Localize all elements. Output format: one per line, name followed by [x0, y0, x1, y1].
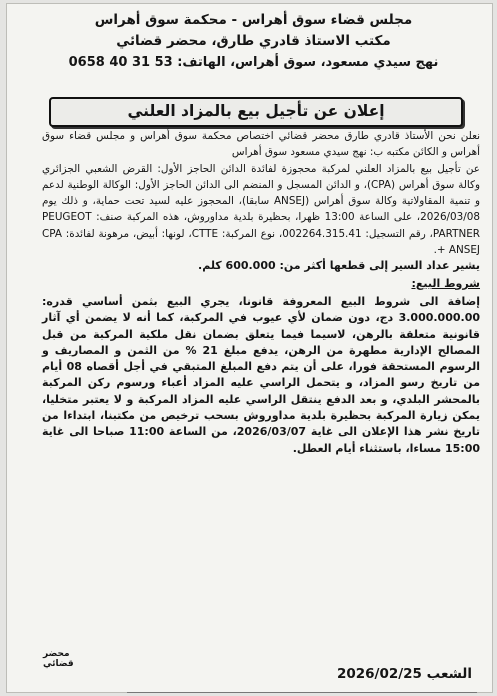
intro-paragraph: نعلن نحن الأستاذ قادري طارق محضر قضائي اختصاص محكمة سوق أهراس و مجلس قضاء سوق أهراس و الكائن مكتبه ب: نهج سيدي مسعود سوق أهراس — [42, 130, 480, 159]
court-line: مجلس قضاء سوق أهراس - محكمة سوق أهراس — [94, 12, 413, 28]
sale-paragraph: عن تأجيل بيع بالمزاد العلني لمركبة محجوزة لفائدة الدائن الحاجز الأول: القرض الشعبي الجزائري وكالة سوق أهراس (CPA)، و الدائن المسجل و المنضم الى الدائن الحاجز الأول: الوكالة الوطنية لدعم و تنمية المقاولاتية وكالة سوق أهراس (ANSEJ سابقا)، المحجوز عليه لسيد تحت حماية، و ذلك يوم 2026/03/08، على الساعة 13:00 ظهرا، بحظيرة بلدية مداوروش، هذه المركبة صنف: PEUGEOT PARTNER، رقم التسجيل: 002264.315.41، نوع المركبة: CTTE، لونها: أبيض، مرهونة لفائدة: CPA + ANSEJ. — [42, 162, 481, 257]
header — [27, 10, 480, 73]
conditions-paragraph: إضافة الى شروط البيع المعروفة قانونا، يجري البيع بثمن أساسي قدره: 3.000.000.00 دج، دون ضمان لأي عيوب في المركبة، كما أنه لا يضمن أي آثار قانونية متعلقة بالرهن، لاسيما فيما يتعلق بضمان نقل ملكية المركبة من قبل المصالح الإدارية مطهرة من الرهن، يدفع مبلغ 21 % من الثمن و المصاريف و الرسوم المستحقة فورا، على أن يتم دفع المبلغ المتبقي في أجل أقصاه 08 أيام من تاريخ رسو المزاد، و يتحمل الراسي عليه المزاد أعباء ورسوم ركن المركبة بالمحشر البلدي، و بعد الدفع ينتقل الراسي عليه المزاد المركبة و لا يعتبر متخليا، يمكن زيارة المركبة بحظيرة بلدية مداوروش بسحب ترخيص من مكتبنا، ابتداءا من تاريخ نشر هذا الإعلان الى غاية 2026/03/07، من الساعة 11:00 صباحا الى غاية 15:00 مساءا، باستثناء أيام العطل. — [42, 294, 480, 455]
publication-footer: الشعب 2026/02/25 — [336, 666, 472, 682]
address-line: نهج سيدي مسعود، سوق أهراس، الهاتف: 53 31 40 0658 — [68, 55, 439, 70]
office-line: مكتب الاستاذ قادري طارق، محضر قضائي — [116, 33, 391, 49]
notice-title: إعلان عن تأجيل بيع بالمزاد العلني — [49, 97, 463, 127]
footer-divider — [127, 692, 477, 693]
notice-body — [42, 128, 480, 457]
notice-sheet — [6, 3, 493, 693]
conditions-heading: شروط البيع: — [411, 276, 480, 290]
odometer-line: يشير عداد السير إلى قطعها أكثر من: 600.000 كلم. — [198, 259, 480, 273]
bailiff-signature: محضر قضائي — [43, 649, 74, 669]
